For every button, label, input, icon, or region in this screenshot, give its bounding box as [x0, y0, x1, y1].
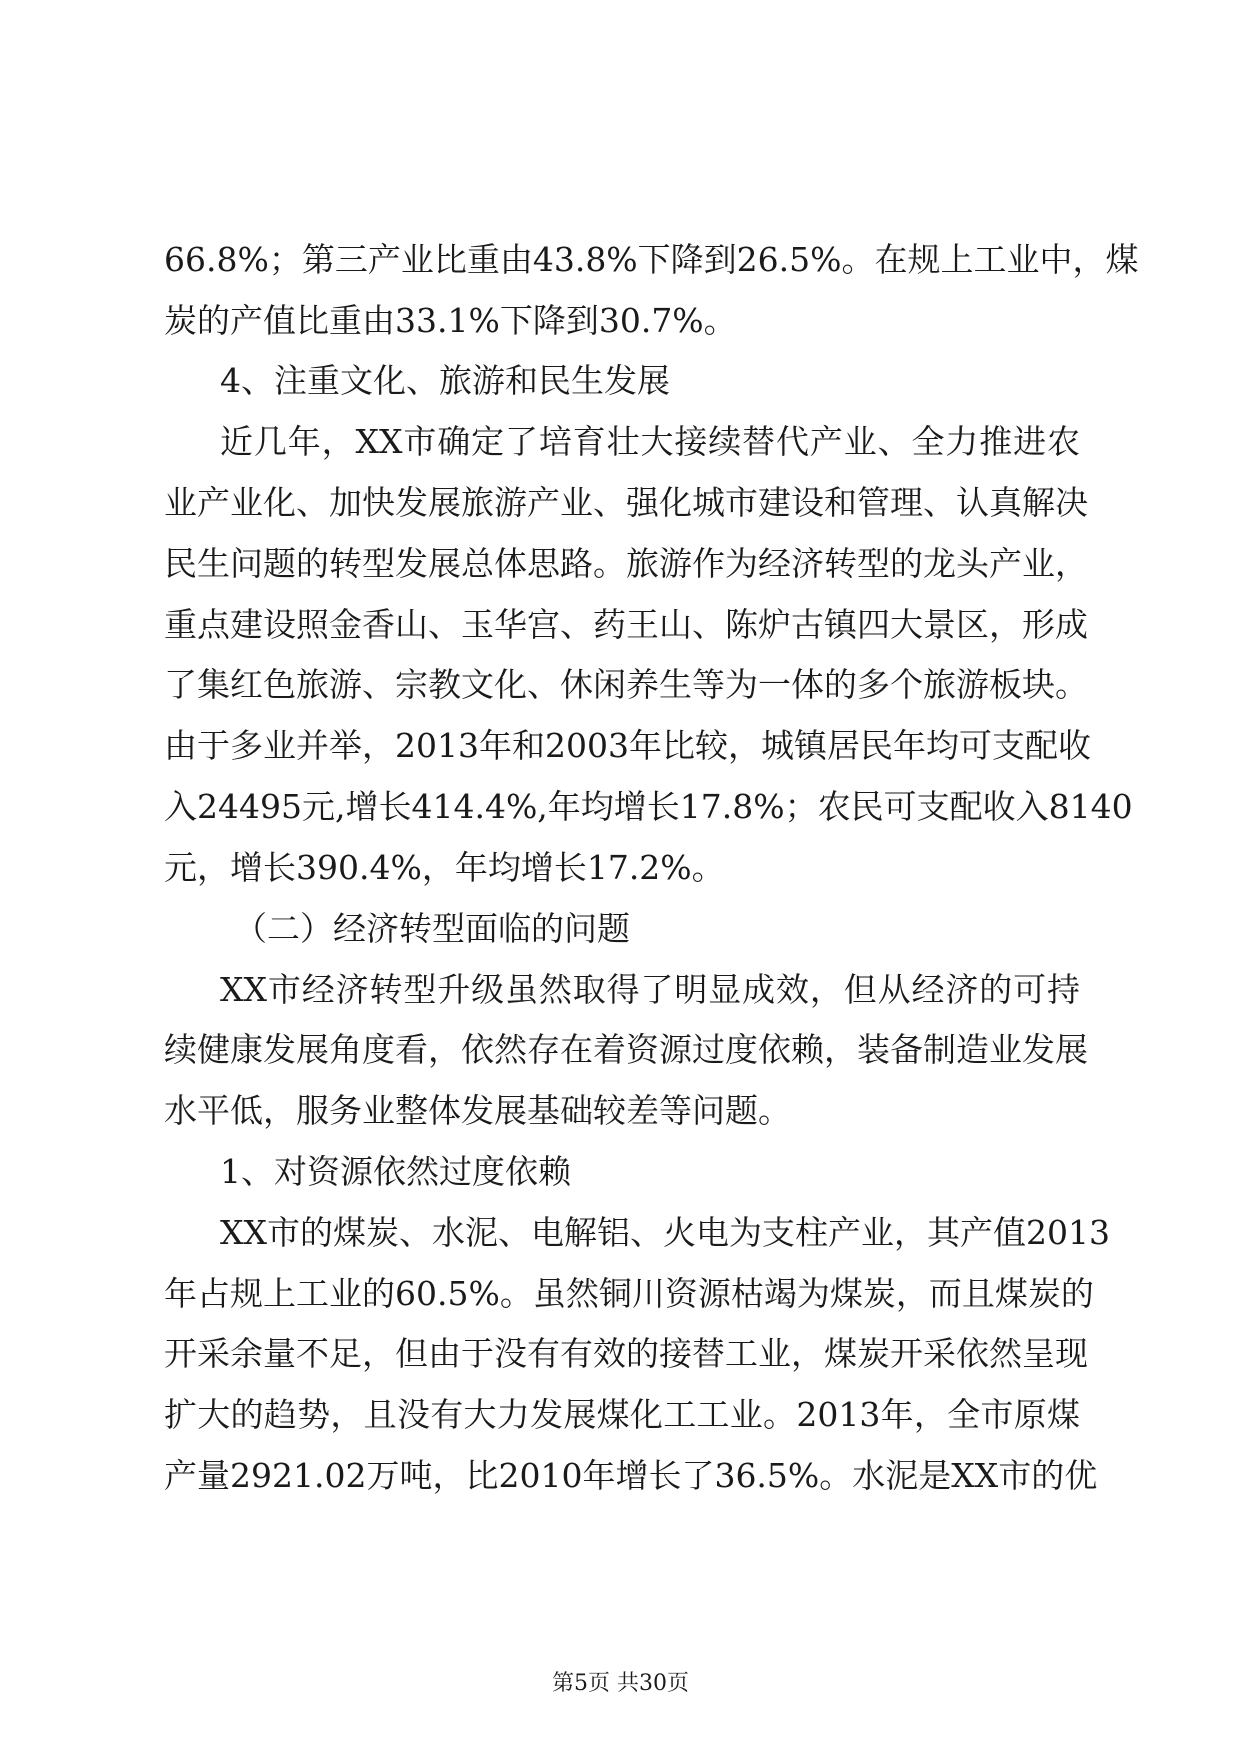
- section-heading: 1、对资源依然过度依赖: [220, 1152, 571, 1191]
- text-line: 重点建设照金香山、玉华宫、药王山、陈炉古镇四大景区，形成: [164, 605, 1088, 644]
- page-footer: 第5页 共30页: [552, 1671, 689, 1696]
- text-line: 由于多业并举，2013年和2003年比较，城镇居民年均可支配收: [164, 726, 1091, 765]
- text-line: XX市的煤炭、水泥、电解铝、火电为支柱产业，其产值2013: [220, 1213, 1110, 1252]
- text-line: 水平低，服务业整体发展基础较差等问题。: [164, 1091, 791, 1130]
- text-line: XX市经济转型升级虽然取得了明显成效，但从经济的可持: [220, 970, 1080, 1009]
- text-line: 续健康发展角度看，依然存在着资源过度依赖，装备制造业发展: [164, 1030, 1088, 1069]
- text-line: 元，增长390.4%，年均增长17.2%。: [164, 848, 725, 887]
- text-line: 民生问题的转型发展总体思路。旅游作为经济转型的龙头产业，: [164, 544, 1088, 583]
- text-line: 业产业化、加快发展旅游产业、强化城市建设和管理、认真解决: [164, 483, 1088, 522]
- text-line: 入24495元,增长414.4%,年均增长17.8%；农民可支配收入8140: [164, 787, 1133, 826]
- section-heading: （二）经济转型面临的问题: [234, 909, 630, 948]
- text-line: 扩大的趋势，且没有大力发展煤化工工业。2013年，全市原煤: [164, 1395, 1080, 1434]
- section-heading: 4、注重文化、旅游和民生发展: [220, 361, 670, 400]
- text-line: 年占规上工业的60.5%。虽然铜川资源枯竭为煤炭，而且煤炭的: [164, 1274, 1094, 1313]
- text-line: 产量2921.02万吨，比2010年增长了36.5%。水泥是XX市的优: [164, 1456, 1098, 1495]
- text-line: 炭的产值比重由33.1%下降到30.7%。: [164, 301, 737, 340]
- text-line: 开采余量不足，但由于没有有效的接替工业，煤炭开采依然呈现: [164, 1334, 1088, 1373]
- text-line: 了集红色旅游、宗教文化、休闲养生等为一体的多个旅游板块。: [164, 665, 1088, 704]
- text-line: 近几年，XX市确定了培育壮大接续替代产业、全力推进农: [220, 422, 1080, 461]
- text-line: 66.8%；第三产业比重由43.8%下降到26.5%。在规上工业中，煤: [164, 240, 1139, 279]
